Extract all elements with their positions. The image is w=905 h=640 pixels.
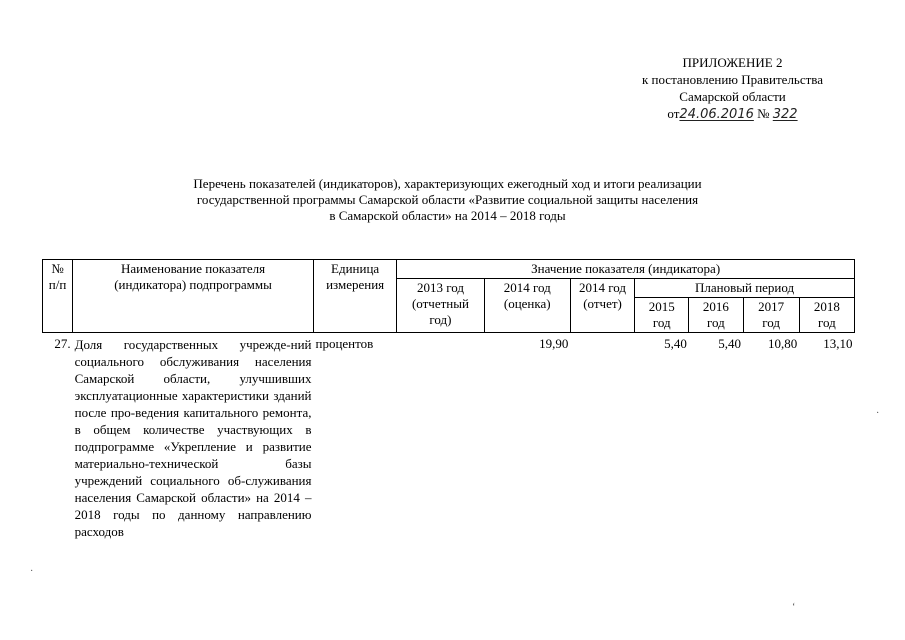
annex-title: ПРИЛОЖЕНИЕ 2 [682,55,783,70]
header-2013: 2013 год (отчетный год) [397,279,484,333]
header-values-group: Значение показателя (индикатора) [397,260,855,279]
row-num: 27. [54,336,71,351]
row-indicator-name: Доля государственных учрежде-ний социального обслуживания населения Самарской области, улучшивших эксплуатационные характеристики зданий после про-ведения капитального ремонта, в общем количестве участвующих в подпрограмме «Укрепление и развитие материально-технической базы учреждений социального об-служивания населения Самарской области» на 2014 – 2018 годы по данному направлению расходов [74,337,312,539]
row-value-2017: 10,80 [767,336,798,351]
date-prefix: от [667,106,680,121]
document-title [110,176,785,224]
handwritten-number: 322 [772,107,798,122]
header-2017: 2017 год [743,298,799,333]
number-prefix: № [757,106,770,121]
table-row [43,333,855,541]
row-unit: процентов [315,336,374,351]
header-plan-group: Плановый период [635,279,855,298]
document-title-line-1: Перечень показателей (индикаторов), характеризующих ежегодный ход и итоги реализации [193,176,702,191]
header-2014-estimate: 2014 год (оценка) [484,279,570,333]
document-title-line-3: в Самарской области» на 2014 – 2018 годы [329,208,566,223]
row-value-2016: 5,40 [718,336,742,351]
header-unit: Единица измерения [313,260,396,333]
annex-line-2: Самарской области [679,89,786,104]
row-value-2014-estimate: 19,90 [539,336,569,351]
header-2014-report: 2014 год (отчет) [570,279,634,333]
document-title-line-2: государственной программы Самарской области «Развитие социальной защиты населения [196,192,699,207]
row-value-2014-report [570,333,634,541]
handwritten-date: 24.06.2016 [679,107,754,122]
header-name: Наименование показателя (индикатора) подпрограммы [73,260,314,333]
annex-line-1: к постановлению Правительства [641,72,824,87]
row-value-2015: 5,40 [664,336,687,351]
header-2016: 2016 год [689,298,743,333]
scan-speck: · [876,408,880,419]
scan-speck: · [30,566,34,577]
row-value-2013 [397,333,484,541]
annex-date-line [600,105,865,123]
indicators-table [42,259,855,540]
header-num: № п/п [43,260,73,333]
annex-block [600,54,865,123]
scan-speck: ʻ [792,602,796,613]
header-2018: 2018 год [799,298,854,333]
header-2015: 2015 год [635,298,689,333]
row-value-2018: 13,10 [823,336,853,351]
